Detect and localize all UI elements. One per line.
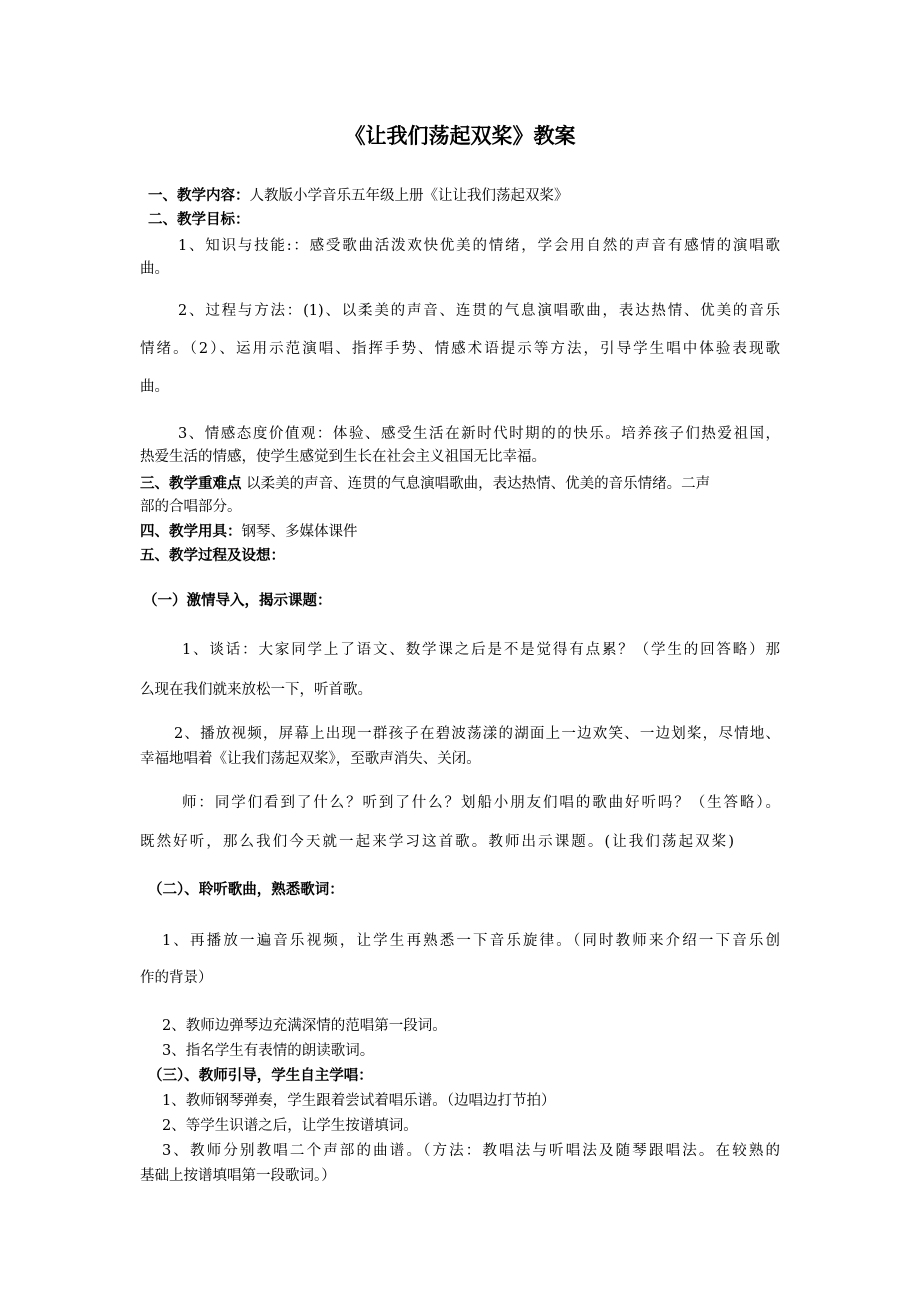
part-1-item-1-line-2: 么现在我们就来放松一下，听首歌。	[140, 682, 372, 698]
goal-3-line-1: 3、情感态度价值观：体验、感受生活在新时代时期的的快乐。培养孩子们热爱祖国，	[178, 426, 780, 442]
goal-2-line-3: 曲。	[140, 379, 169, 395]
part-2-item-3: 3、指名学生有表情的朗读歌词。	[162, 1043, 375, 1059]
section-3	[140, 474, 780, 494]
document-title: 《让我们荡起双桨》教案	[344, 124, 576, 148]
section-5-label: 五、教学过程及设想：	[140, 548, 285, 564]
section-3-line-2: 部的合唱部分。	[140, 499, 242, 515]
part-3-heading: （三）、教师引导，学生自主学唱：	[148, 1068, 373, 1084]
section-4-label: 四、教学用具：	[140, 524, 242, 540]
part-3-item-1: 1、教师钢琴弹奏，学生跟着尝试着唱乐谱。（边唱边打节拍）	[162, 1093, 556, 1109]
part-3-item-2: 2、等学生识谱之后，让学生按谱填词。	[162, 1118, 418, 1134]
part-3-item-3-line-1: 3、教师分别教唱二个声部的曲谱。（方法：教唱法与听唱法及随琴跟唱法。在较熟的	[162, 1143, 780, 1159]
part-2-item-2: 2、教师边弹琴边充满深情的范唱第一段词。	[162, 1018, 447, 1034]
section-1-label: 一、教学内容：	[148, 188, 250, 204]
part-1-item-1-line-1: 1、谈话：大家同学上了语文、数学课之后是不是觉得有点累？（学生的回答略）那	[182, 642, 780, 658]
section-4	[140, 522, 780, 542]
goal-2-line-1: 2、过程与方法：(1)、以柔美的声音、连贯的气息演唱歌曲，表达热情、优美的音乐	[178, 303, 780, 319]
part-1-heading: （一）激情导入，揭示课题：	[143, 593, 332, 609]
goal-3-line-2: 热爱生活的情感，使学生感觉到生长在社会主义祖国无比幸福。	[140, 449, 546, 465]
part-1-item-3-line-2: 既然好听，那么我们今天就一起来学习这首歌。教师出示课题。(让我们荡起双桨)	[140, 834, 734, 850]
goal-2-line-2: 情绪。（2）、运用示范演唱、指挥手势、情感术语提示等方法，引导学生唱中体验表现歌	[140, 341, 780, 357]
section-3-label: 三、教学重难点	[140, 476, 242, 492]
goal-1-line-1: 1、知识与技能:：感受歌曲活泼欢快优美的情绪，学会用自然的声音有感情的演唱歌	[178, 238, 780, 254]
section-3-text: 以柔美的声音、连贯的气息演唱歌曲，表达热情、优美的音乐情绪。二声	[241, 476, 711, 492]
section-2-label: 二、教学目标：	[148, 212, 250, 228]
goal-1-line-2: 曲。	[140, 261, 169, 277]
section-4-text: 钢琴、多媒体课件	[241, 524, 358, 540]
part-2-heading: （二）、聆听歌曲，熟悉歌词：	[148, 882, 344, 898]
part-2-item-1-line-1: 1、再播放一遍音乐视频，让学生再熟悉一下音乐旋律。（同时教师来介绍一下音乐创	[162, 933, 780, 949]
part-1-item-2-line-1: 2、播放视频，屏幕上出现一群孩子在碧波荡漾的湖面上一边欢笑、一边划桨，尽情地、	[174, 726, 780, 742]
section-1-text: 人教版小学音乐五年级上册《让让我们荡起双桨》	[249, 188, 569, 204]
part-1-item-2-line-2: 幸福地唱着《让我们荡起双桨》，至歌声消失、关闭。	[140, 751, 481, 767]
part-3-item-3-line-2: 基础上按谱填唱第一段歌词。）	[140, 1168, 336, 1184]
part-1-item-3-line-1: 师：同学们看到了什么？听到了什么？划船小朋友们唱的歌曲好听吗？（生答略）。	[182, 795, 780, 811]
part-2-item-1-line-2: 作的背景）	[140, 970, 213, 986]
section-1	[148, 186, 788, 206]
